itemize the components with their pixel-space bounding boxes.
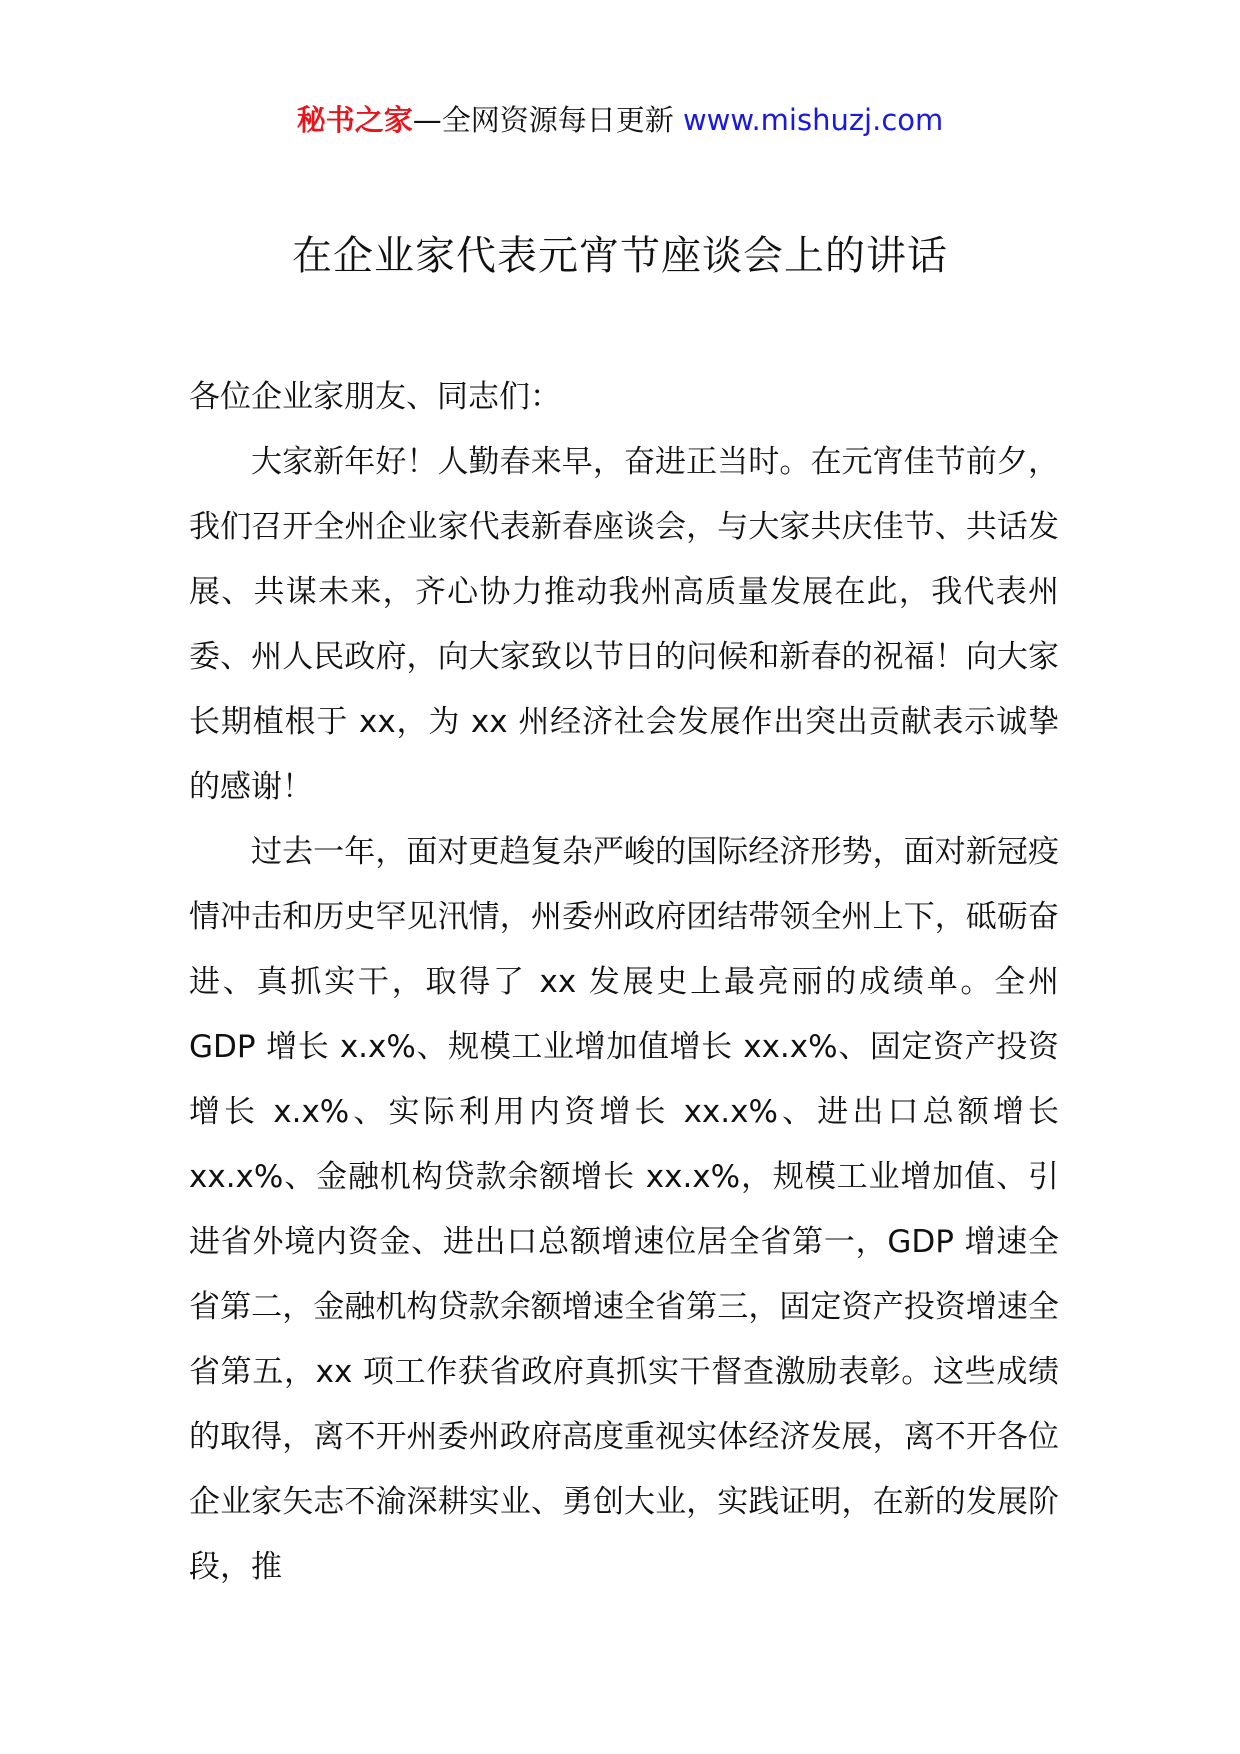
paragraph-achievements: 过去一年，面对更趋复杂严峻的国际经济形势，面对新冠疫情冲击和历史罕见汛情，州委州政府团结带领全州上下，砥砺奋进、真抓实干，取得了 xx 发展史上最亮丽的成绩单。全州 GDP 增长 x.x%、规模工业增加值增长 xx.x%、固定资产投资增长 x.x%、实际利用内资增长 xx.x%、进出口总额增长 xx.x%、金融机构贷款余额增长 xx.x%，规模工业增加值、引进省外境内资金、进出口总额增速位居全省第一，GDP 增速全省第二，金融机构贷款余额增速全省第三，固定资产投资增速全省第五，xx 项工作获省政府真抓实干督查激励表彰。这些成绩的取得，离不开州委州政府高度重视实体经济发展，离不开各位企业家矢志不渝深耕实业、勇创大业，实践证明，在新的发展阶段，推 bbox=[189, 834, 1059, 1585]
site-tagline: —全网资源每日更新 bbox=[412, 103, 683, 137]
site-header bbox=[0, 100, 1240, 140]
site-brand: 秘书之家 bbox=[296, 103, 413, 137]
paragraph-greeting: 大家新年好！人勤春来早，奋进正当时。在元宵佳节前夕，我们召开全州企业家代表新春座谈会，与大家共庆佳节、共话发展、共谋未来，齐心协力推动我州高质量发展在此，我代表州委、州人民政府，向大家致以节日的问候和新春的祝福！向大家长期植根于 xx，为 xx 州经济社会发展作出突出贡献表示诚挚的感谢！ bbox=[189, 444, 1059, 805]
salutation: 各位企业家朋友、同志们： bbox=[189, 379, 561, 415]
document-title: 在企业家代表元宵节座谈会上的讲话 bbox=[292, 233, 948, 279]
site-url[interactable]: www.mishuzj.com bbox=[682, 103, 944, 137]
document-body bbox=[189, 365, 1059, 1600]
